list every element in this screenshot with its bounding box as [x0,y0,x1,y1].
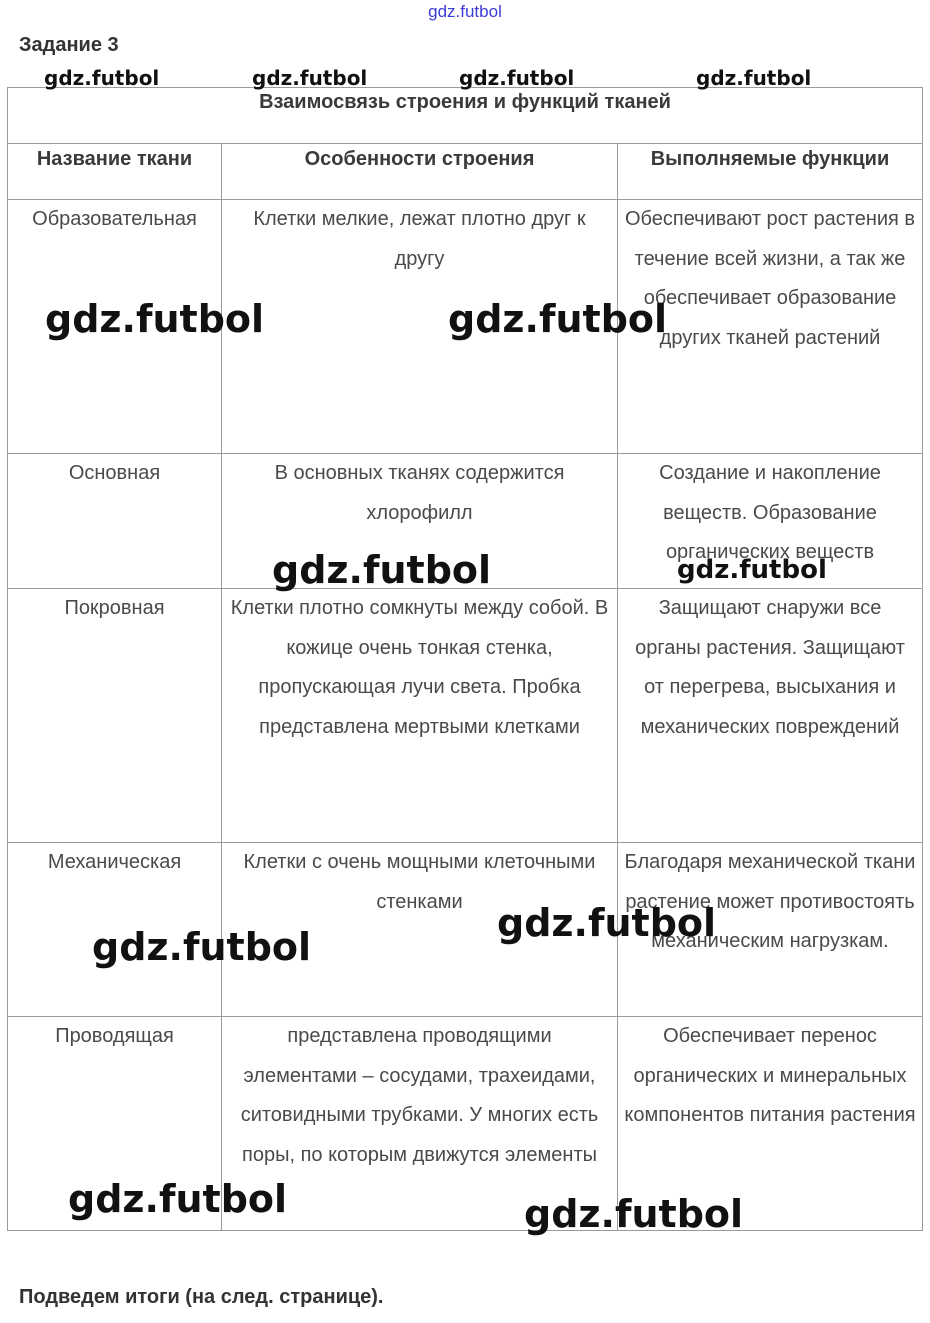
watermark: gdz.futbol [448,297,668,341]
structure-cell: Клетки с очень мощными клеточными стенками [222,843,618,1017]
watermark: gdz.futbol [524,1192,744,1236]
watermark: gdz.futbol [44,66,160,90]
function-cell: Благодаря механической ткани растение может противостоять механическим нагрузкам. [618,843,923,1017]
tissue-table [7,87,923,1236]
tissue-name-cell: Образовательная [8,200,222,454]
watermark: gdz.futbol [677,555,827,585]
tissue-name-cell: Проводящая [8,1017,222,1231]
tissue-name-cell: Основная [8,454,222,589]
watermark: gdz.futbol [45,297,265,341]
summary-note: Подведем итоги (на след. странице). [19,1286,384,1308]
header-structure: Особенности строения [222,144,618,200]
watermark: gdz.futbol [696,66,812,90]
structure-cell: Клетки плотно сомкнуты между собой. В кожице очень тонкая стенка, пропускающая лучи света. Пробка представлена мертвыми клетками [222,589,618,843]
task-title: Задание 3 [19,34,119,56]
function-cell: Создание и накопление веществ. Образование органических веществ [618,454,923,589]
watermark: gdz.futbol [272,548,492,592]
function-cell: Защищают снаружи все органы растения. Защищают от перегрева, высыхания и механических повреждений [618,589,923,843]
tissue-name-cell: Механическая [8,843,222,1017]
watermark: gdz.futbol [459,66,575,90]
watermark: gdz.futbol [497,901,717,945]
function-cell: Обеспечивают рост растения в течение всей жизни, а так же обеспечивает образование других тканей растений [618,200,923,454]
function-cell: Обеспечивает перенос органических и минеральных компонентов питания растения [618,1017,923,1231]
watermark: gdz.futbol [92,925,312,969]
table-caption: Взаимосвязь строения и функций тканей [8,88,923,144]
header-tissue-name: Название ткани [8,144,222,200]
structure-cell: представлена проводящими элементами – сосудами, трахеидами, ситовидными трубками. У многих есть поры, по которым движутся элементы [222,1017,618,1231]
header-function: Выполняемые функции [618,144,923,200]
watermark: gdz.futbol [252,66,368,90]
structure-cell: В основных тканях содержится хлорофилл [222,454,618,589]
tissue-name-cell: Покровная [8,589,222,843]
watermark: gdz.futbol [68,1177,288,1221]
table-row [8,589,923,843]
structure-cell: Клетки мелкие, лежат плотно друг к другу [222,200,618,454]
site-link[interactable]: gdz.futbol [428,2,502,21]
